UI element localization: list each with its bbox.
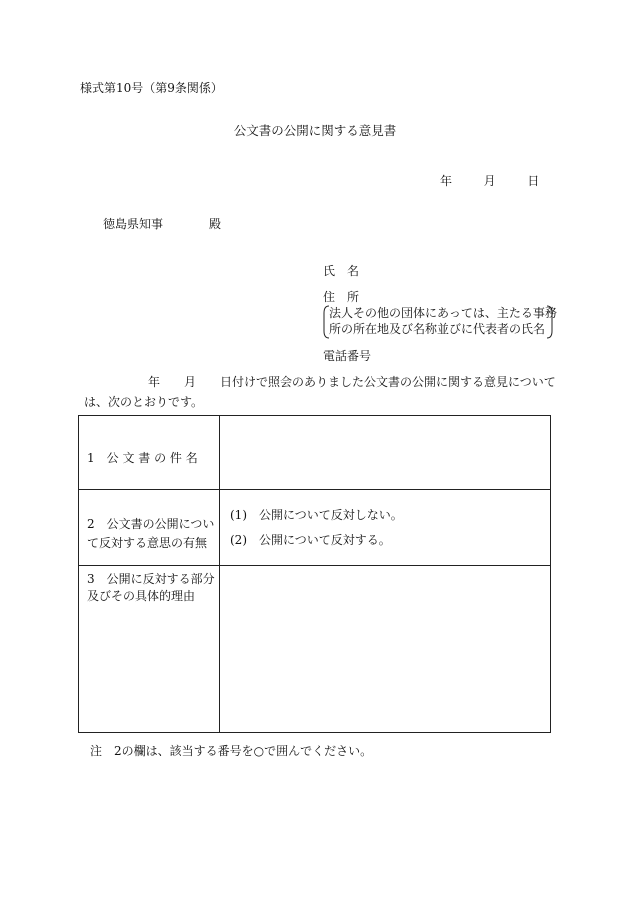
addressee: [103, 218, 221, 230]
corporate-note-line2: 所の所在地及び名称並びに代表者の氏名: [329, 322, 546, 336]
footnote: 注 2の欄は、該当する番号を○で囲んでください。: [90, 744, 373, 758]
date-month: 月: [483, 174, 496, 188]
addressee-honorific: 殿: [209, 217, 222, 231]
form-number: 様式第10号（第9条関係）: [80, 81, 223, 95]
document-title: 公文書の公開に関する意見書: [233, 123, 397, 138]
option-not-opposed: (1) 公開について反対しない。: [230, 508, 403, 522]
table-row: [79, 490, 551, 566]
row2-options-cell: [220, 490, 551, 566]
table-row: [79, 416, 551, 490]
body-text-line1: 年 月 日付けで照会のありました公文書の公開に関する意見について: [148, 375, 556, 389]
addressee-name: 徳島県知事: [103, 217, 164, 231]
row3-label-line2: 及びその具体的理由: [87, 589, 196, 604]
date-line: [440, 175, 539, 187]
option-opposed: (2) 公開について反対する。: [230, 533, 391, 547]
body-text-line2: は、次のとおりです。: [84, 395, 204, 409]
date-year: 年: [440, 174, 453, 188]
row2-label-line1: 2 公文書の公開につい: [87, 517, 215, 531]
row2-label-line2: て反対する意思の有無: [87, 535, 208, 550]
phone-label: 電話番号: [323, 349, 372, 363]
row1-label: 1 公 文 書 の 件 名: [79, 416, 220, 490]
row3-label-line1: 3 公開に反対する部分: [87, 572, 215, 586]
row1-value-cell: [220, 416, 551, 490]
row3-value-cell: [220, 566, 551, 733]
corporate-note-line1: 法人その他の団体にあっては、主たる事務: [329, 306, 557, 320]
row3-label: [79, 566, 220, 733]
table-row: [79, 566, 551, 733]
date-day: 日: [527, 174, 540, 188]
row2-label: [79, 490, 220, 566]
address-label: 住 所: [323, 290, 360, 304]
opinion-table: [78, 415, 551, 733]
name-label: 氏 名: [323, 264, 360, 278]
